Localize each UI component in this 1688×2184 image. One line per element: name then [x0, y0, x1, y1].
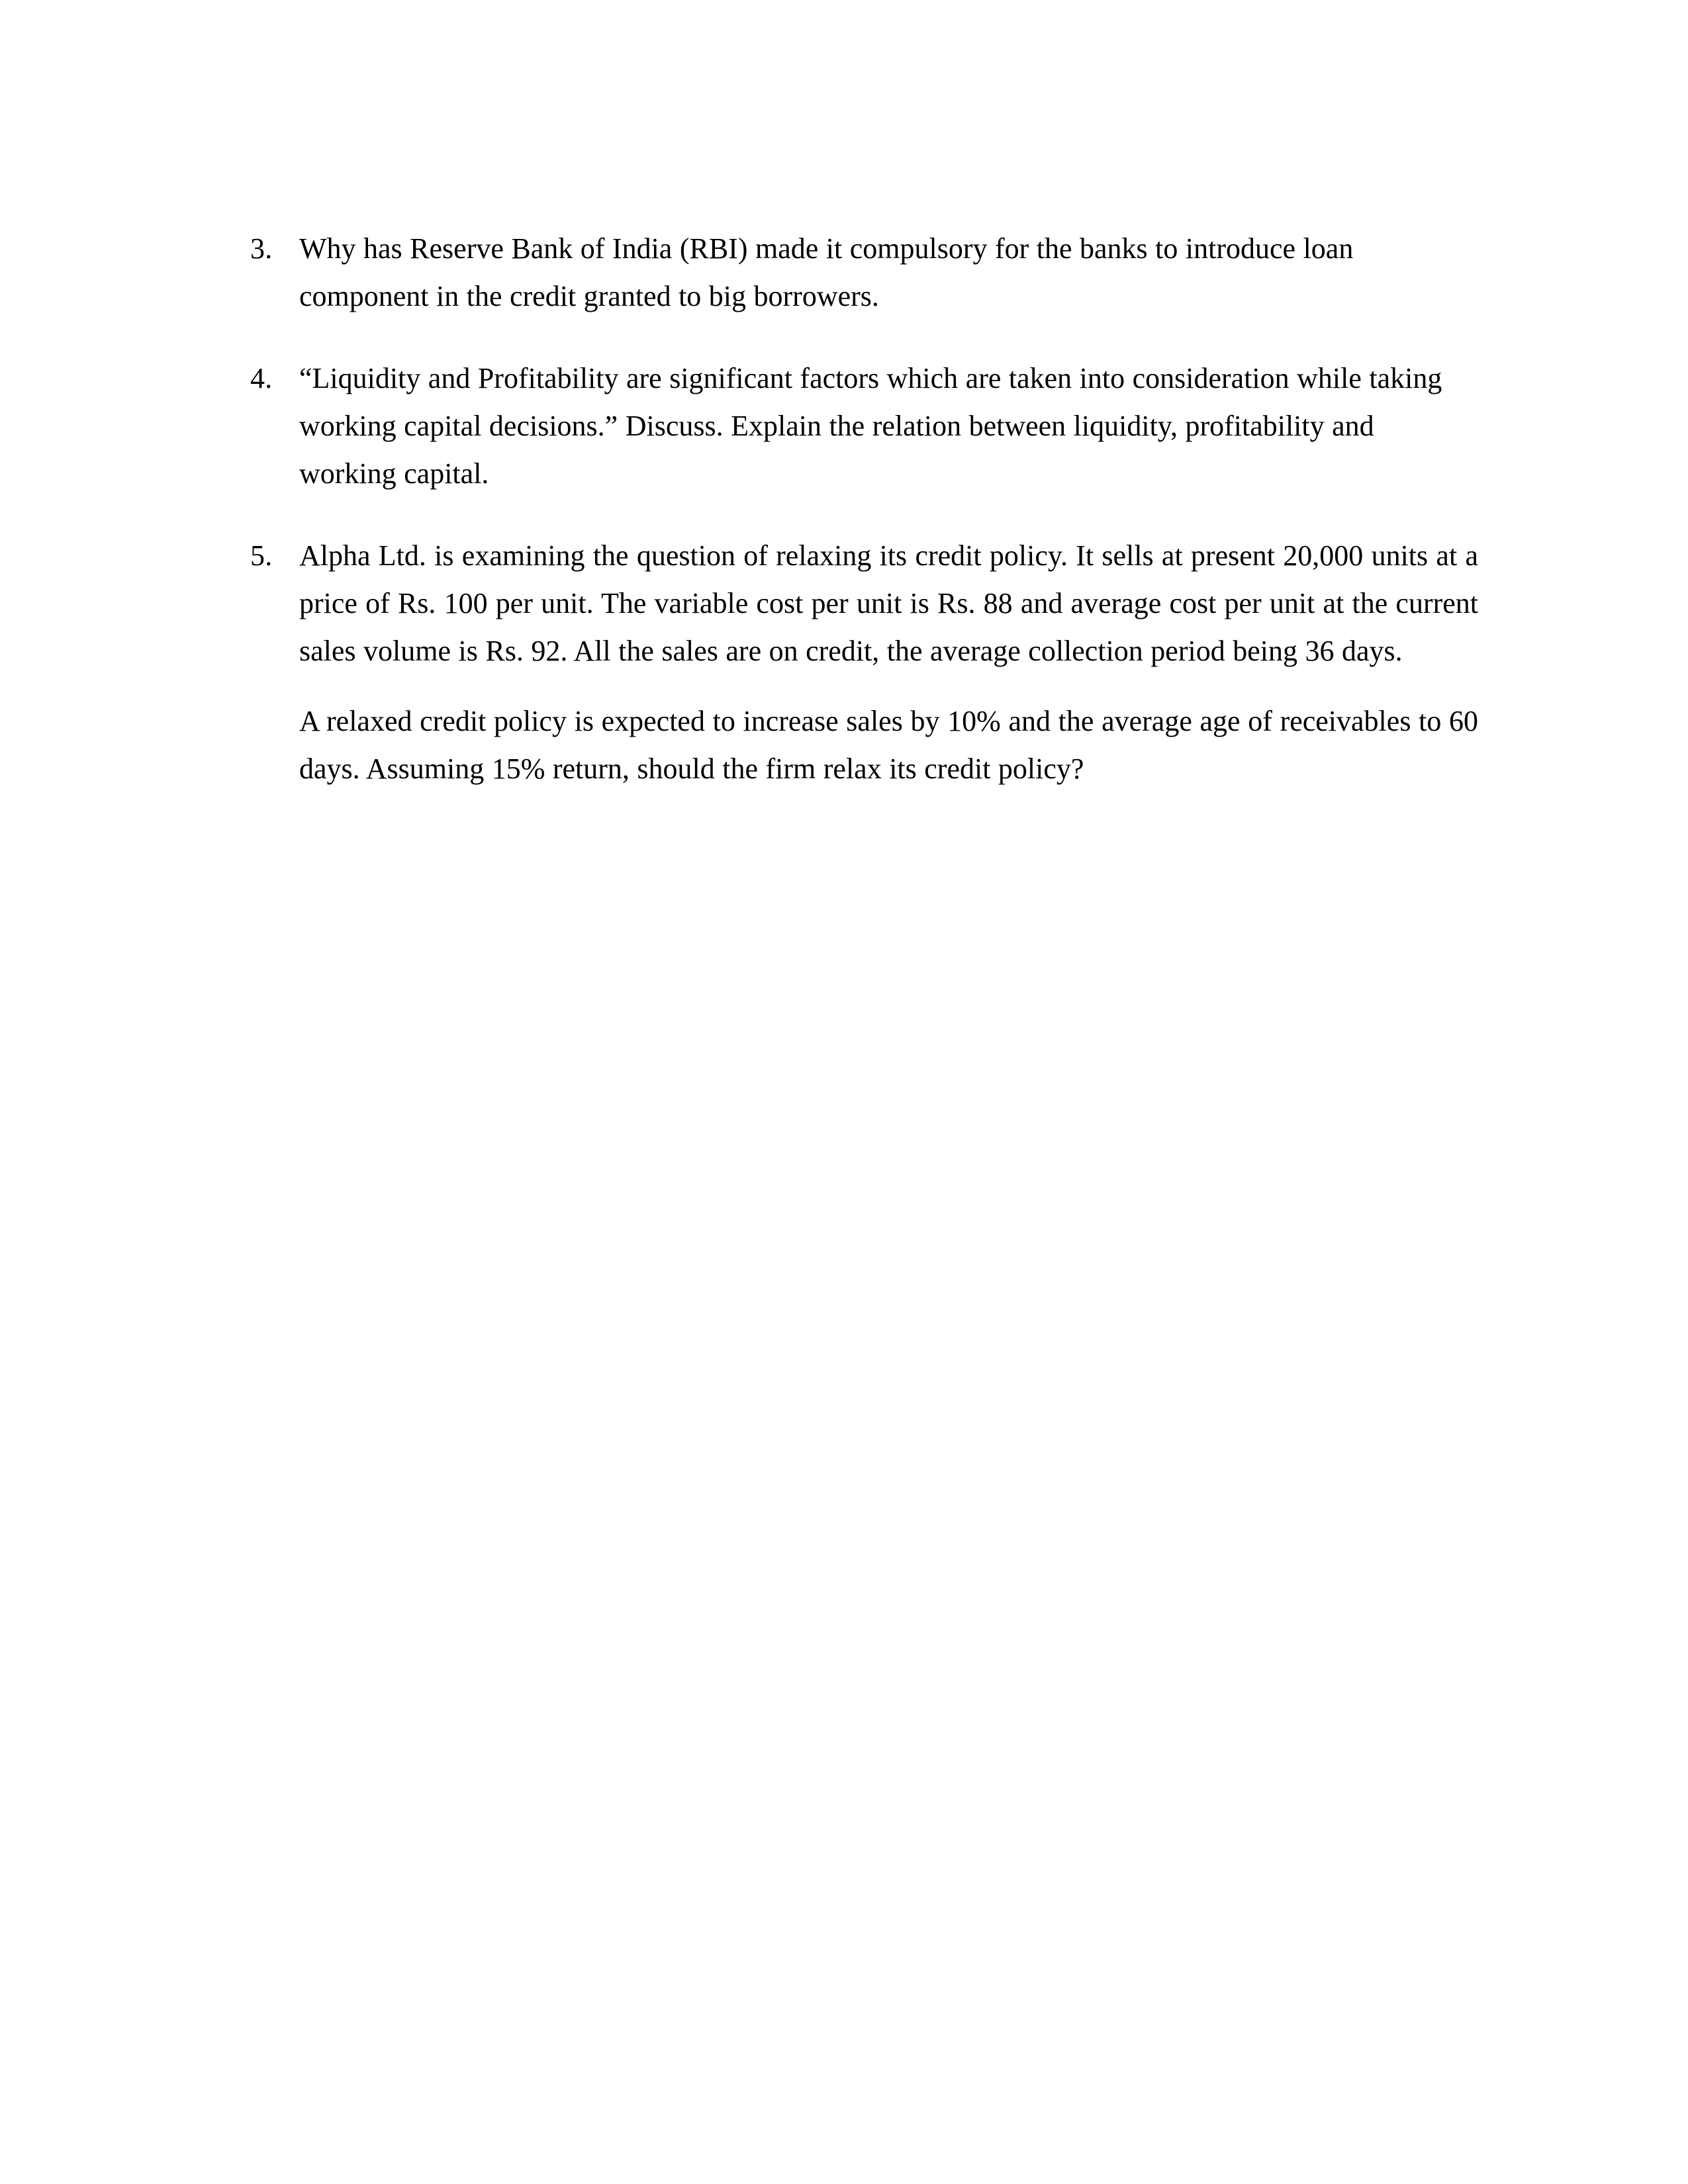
list-item-body: [299, 225, 1478, 320]
list-item: [250, 355, 1478, 498]
question-paragraph: Why has Reserve Bank of India (RBI) made it compulsory for the banks to introduce loan component in the credit granted to big borrowers.: [299, 232, 1354, 312]
list-item-number: 3.: [250, 232, 273, 265]
list-item-number: 4.: [250, 362, 273, 394]
list-item-body: [299, 532, 1478, 793]
list-item-number: 5.: [250, 539, 273, 572]
list-item-body: [299, 355, 1478, 498]
question-list: [250, 225, 1478, 793]
question-paragraph: Alpha Ltd. is examining the question of relaxing its credit policy. It sells at present 20,000 units at a price of Rs. 100 per unit. The variable cost per unit is Rs. 88 and average cost per unit at the current sales volume is Rs. 92. All the sales are on credit, the average collection period being 36 days.: [299, 539, 1478, 667]
list-item: [250, 532, 1478, 793]
list-item: [250, 225, 1478, 320]
question-paragraph: “Liquidity and Profitability are significant factors which are taken into consideration while taking working capital decisions.” Discuss. Explain the relation between liquidity, profitability and working capital.: [299, 362, 1442, 490]
question-paragraph: A relaxed credit policy is expected to increase sales by 10% and the average age of receivables to 60 days. Assuming 15% return, should the firm relax its credit policy?: [299, 705, 1478, 785]
